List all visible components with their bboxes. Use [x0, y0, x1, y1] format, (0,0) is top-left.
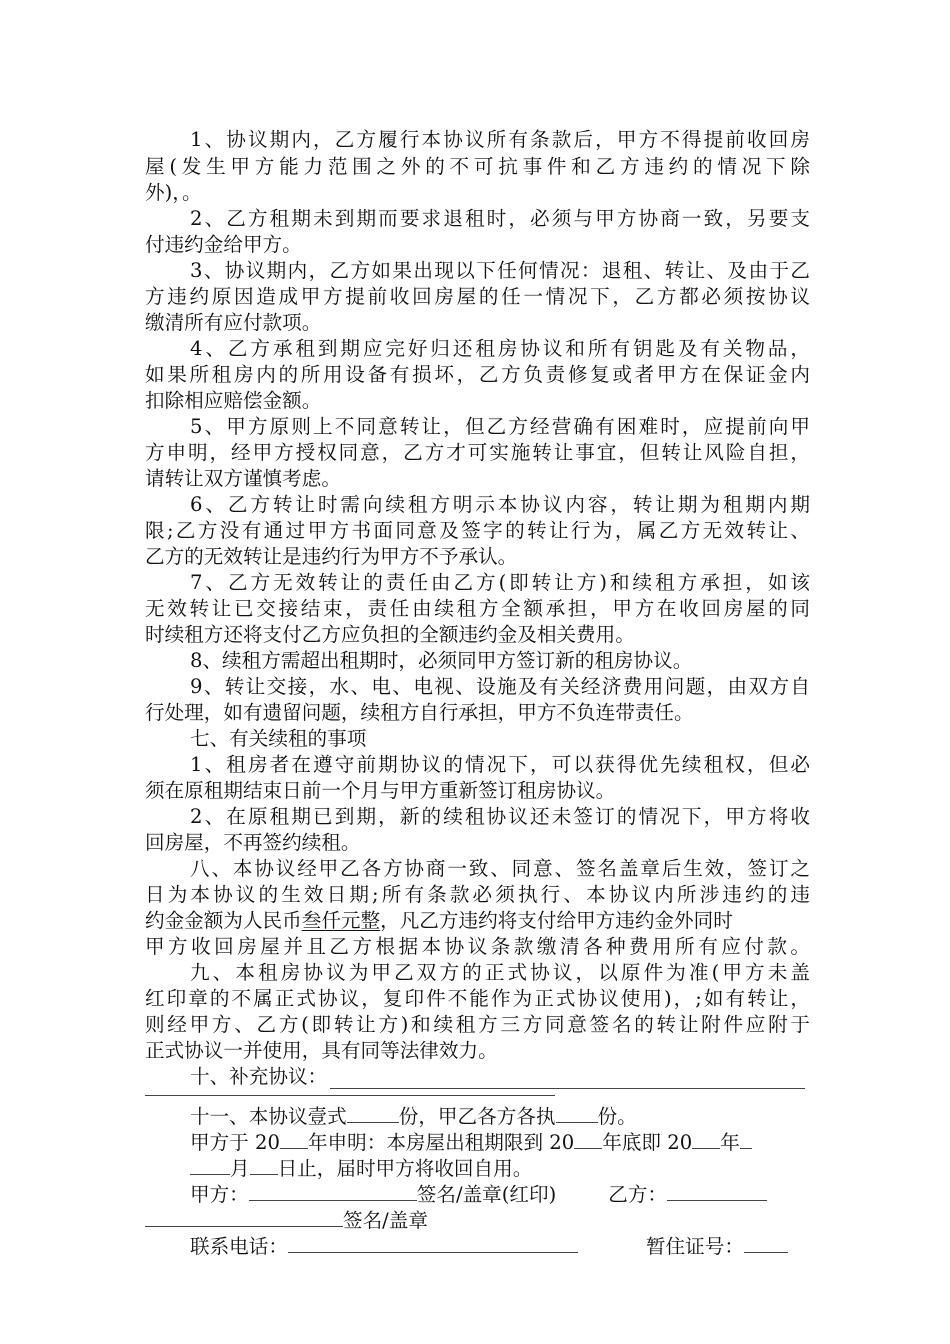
decl-2: 年申明：本房屋出租期限到 20	[307, 1131, 575, 1154]
text-line: 回房屋，不再签约续租。	[145, 831, 361, 854]
declaration-line-2	[190, 1154, 810, 1180]
party-b-blank	[667, 1180, 767, 1201]
text-line: 1、租房者在遵守前期协议的情况下，可以获得优先续租权，但必	[190, 753, 810, 776]
month-blank	[190, 1154, 230, 1175]
copies-suffix: 份。	[597, 1105, 637, 1128]
signature-line	[190, 1180, 810, 1206]
text-line: 则经甲方、乙方(即转让方)和续租方三方同意签名的转让附件应附于	[145, 1013, 810, 1036]
text-line: 1、协议期内，乙方履行本协议所有条款后，甲方不得提前收回房	[190, 128, 810, 151]
supplement-blank-2	[145, 1095, 555, 1096]
text-line: 3、协议期内，乙方如果出现以下任何情况：退租、转让、及由于乙	[190, 259, 810, 282]
text-line: 八、本协议经甲乙各方协商一致、同意、签名盖章后生效，签订之	[190, 857, 810, 880]
party-b-name-blank	[145, 1206, 343, 1227]
decl-6: 日止，届时甲方将收回自用。	[277, 1157, 533, 1180]
year-blank-1	[280, 1128, 308, 1149]
supplement-blank-1	[330, 1088, 805, 1089]
text-line: 如果所租房内的所用设备有损坏，乙方负责修复或者甲方在保证金内	[145, 363, 810, 386]
text-line: 外)，。	[145, 181, 202, 204]
party-b-label: 乙方：	[608, 1183, 668, 1206]
text-line: 2、在原租期已到期，新的续租协议还未签订的情况下，甲方将收	[190, 805, 810, 828]
text-line: 9、转让交接，水、电、电视、设施及有关经济费用问题，由双方自	[190, 675, 810, 698]
text-line: 付违约金给甲方。	[145, 233, 302, 256]
text-line: 正式协议一并使用，具有同等法律效力。	[145, 1039, 498, 1062]
text-line: 方申明，经甲方授权同意，乙方才可实施转让事宜，但转让风险自担，	[145, 441, 810, 464]
text-line: 限;乙方没有通过甲方书面同意及签字的转让行为，属乙方无效转让、	[145, 519, 810, 542]
supplement-line	[190, 1064, 810, 1090]
year-blank-2	[574, 1128, 602, 1149]
text-line: 8、续租方需超出租期时，必须同甲方签订新的租房协议。	[190, 649, 693, 672]
text-line-amount	[145, 908, 810, 934]
permit-label: 暂住证号：	[645, 1235, 744, 1258]
copies-line	[190, 1102, 810, 1128]
permit-blank	[744, 1232, 788, 1253]
text-line: 2、乙方租期未到期而要求退租时，必须与甲方协商一致，另要支	[190, 207, 810, 230]
amount-value: 叁仟元整	[301, 909, 381, 932]
text-line: 无效转让已交接结束，责任由续租方全额承担，甲方在收回房屋的同	[145, 597, 810, 620]
copies-prefix: 十一、本协议壹式	[190, 1105, 347, 1128]
phone-label: 联系电话：	[190, 1235, 288, 1258]
text-line: 红印章的不属正式协议，复印件不能作为正式协议使用)，;如有转让，	[145, 987, 810, 1010]
year-blank-4	[740, 1128, 752, 1149]
text-line: 须在原租期结束日前一个月与甲方重新签订租房协议。	[145, 779, 616, 802]
year-blank-3	[692, 1128, 720, 1149]
supplement-label: 十、补充协议：	[190, 1065, 328, 1088]
text-line: 缴清所有应付款项。	[145, 311, 322, 334]
text-line: 方违约原因造成甲方提前收回房屋的任一情况下，乙方都必须按协议	[145, 285, 810, 308]
text-line: 时续租方还将支付乙方应负担的全额违约金及相关费用。	[145, 623, 635, 646]
decl-5: 月	[230, 1157, 250, 1180]
decl-3: 年底即 20	[602, 1131, 693, 1154]
text-line: 5、甲方原则上不同意转让，但乙方经营确有困难时，应提前向甲	[190, 415, 810, 438]
contact-line	[190, 1232, 810, 1258]
signature-line-2	[145, 1206, 810, 1232]
decl-1: 甲方于 20	[190, 1131, 280, 1154]
party-b-seal: 签名/盖章	[343, 1209, 428, 1232]
text-line: 行处理，如有遗留问题，续租方自行承担，甲方不负连带责任。	[145, 701, 694, 724]
party-a-blank	[249, 1180, 417, 1201]
copies-blank-1	[347, 1102, 399, 1123]
copies-mid: 份，甲乙各方各执	[398, 1105, 556, 1128]
text-line: 甲方收回房屋并且乙方根据本协议条款缴清各种费用所有应付款。	[145, 935, 810, 958]
party-a-label: 甲方：	[190, 1183, 249, 1206]
text-line: 请转让双方谨慎考虑。	[145, 467, 341, 490]
text-line: 6、乙方转让时需向续租方明示本协议内容，转让期为租期内期	[190, 493, 810, 516]
text-line: 七、有关续租的事项	[190, 727, 367, 750]
day-blank	[250, 1154, 278, 1175]
declaration-line-1	[190, 1128, 810, 1154]
text-line: 4、乙方承租到期应完好归还租房协议和所有钥匙及有关物品，	[190, 337, 810, 360]
amount-prefix: 约金金额为人民币	[145, 909, 302, 932]
text-line: 屋(发生甲方能力范围之外的不可抗事件和乙方违约的情况下除	[145, 155, 810, 178]
text-line: 7、乙方无效转让的责任由乙方(即转让方)和续租方承担，如该	[190, 571, 810, 594]
text-line: 日为本协议的生效日期;所有条款必须执行、本协议内所涉违约的违	[145, 883, 810, 906]
text-line: 九、本租房协议为甲乙双方的正式协议，以原件为准(甲方未盖	[190, 961, 810, 984]
text-line: 扣除相应赔偿金额。	[145, 389, 322, 412]
phone-blank	[288, 1232, 578, 1253]
text-line: 乙方的无效转让是违约行为甲方不予承认。	[145, 545, 518, 568]
decl-4: 年	[720, 1131, 740, 1154]
copies-blank-2	[556, 1102, 598, 1123]
party-a-seal: 签名/盖章(红印)	[416, 1183, 557, 1206]
amount-suffix: ，凡乙方违约将支付给甲方违约金外同时	[380, 909, 733, 932]
